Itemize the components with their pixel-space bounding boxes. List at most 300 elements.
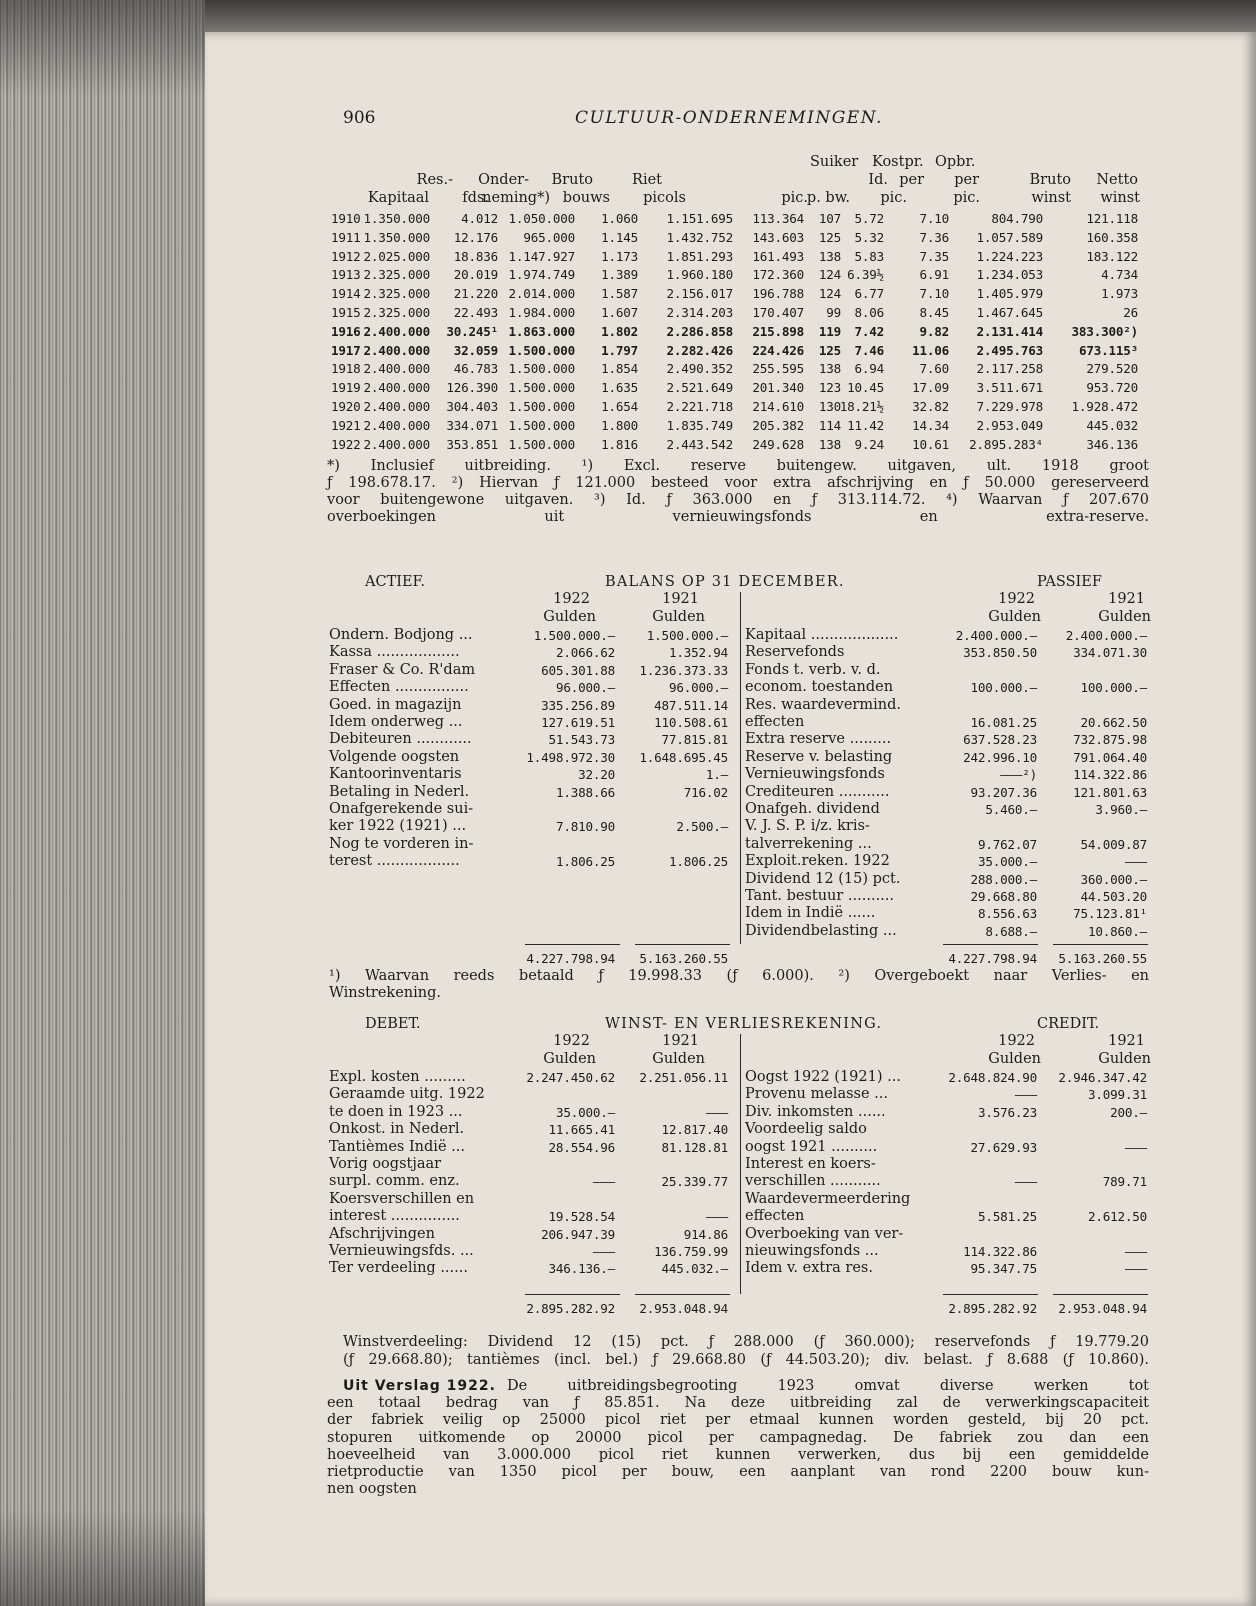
table-cell: 205.382	[752, 417, 804, 433]
table-cell: 7.60	[919, 361, 949, 377]
amount-1922: 51.543.73	[548, 732, 615, 748]
amount-1921: 487.511.14	[654, 697, 728, 713]
amount-1921: 1.806.25	[668, 854, 728, 870]
table-cell: 46.783	[453, 361, 498, 377]
column-header: per	[899, 172, 924, 188]
account-item: Reservefonds	[745, 644, 845, 661]
unit-header: Gulden	[652, 609, 705, 625]
table-cell: 1.500.000	[508, 342, 575, 358]
sum-rule	[943, 1294, 1038, 1295]
column-header: Bruto	[1029, 172, 1071, 188]
account-item: Reserve v. belasting	[745, 748, 893, 765]
footnote: voor buitengewone uitgaven. ³) Id. ƒ 363.000 en ƒ 313.114.72. ⁴) Waarvan ƒ 207.670	[327, 492, 1149, 508]
unit-header: Gulden	[1098, 609, 1151, 625]
report-line: een totaal bedrag van ƒ 85.851. Na deze uitbreiding zal de verwerkingscapaciteit	[327, 1395, 1149, 1412]
table-cell: 32.059	[453, 342, 498, 358]
account-item: Dividend 12 (15) pct.	[745, 870, 901, 887]
amount-1921: 25.339.77	[661, 1174, 728, 1190]
amount-1922: ———	[1014, 1174, 1037, 1190]
column-header: winst	[1031, 190, 1071, 206]
report-line: nen oogsten	[327, 1481, 417, 1498]
table-cell: 2.014.000	[508, 286, 575, 302]
account-item: Fraser & Co. R'dam	[329, 661, 476, 678]
row-year: 1914	[331, 286, 361, 302]
section-title: BALANS OP 31 DECEMBER.	[605, 574, 845, 590]
total-1921: 5.163.260.55	[1058, 951, 1147, 966]
table-cell: 196.788	[752, 286, 804, 302]
table-cell: 2.156.017	[666, 286, 733, 302]
table-cell: 143.603	[752, 229, 804, 245]
table-cell: 1.500.000	[508, 380, 575, 396]
table-cell: 123	[818, 380, 841, 396]
account-item: Exploit.reken. 1922	[745, 853, 890, 870]
table-cell: 7.10	[919, 286, 949, 302]
column-header: Opbr.	[935, 154, 976, 170]
table-cell: 249.628	[752, 436, 804, 452]
table-cell: 2.495.763	[976, 342, 1043, 358]
year-header: 1922	[998, 1033, 1035, 1049]
table-cell: 1.654	[601, 399, 638, 414]
account-item: oogst 1921 ..........	[745, 1138, 878, 1155]
sum-rule	[635, 944, 730, 945]
amount-1922: 29.668.80	[970, 889, 1037, 904]
account-item: Vorig oogstjaar	[329, 1156, 442, 1172]
account-item: Kapitaal ...................	[745, 627, 899, 643]
table-cell: 32.82	[912, 399, 949, 414]
amount-1922: 9.762.07	[977, 836, 1037, 852]
amount-1922: 127.619.51	[541, 715, 615, 730]
account-item: Res. waardevermind.	[745, 696, 901, 713]
account-item: Kantoorinventaris	[329, 766, 462, 783]
account-item: Debiteuren ............	[329, 731, 472, 748]
table-cell: 1.607	[601, 305, 638, 320]
year-header: 1921	[1108, 1033, 1145, 1049]
amount-1921: 360.000.—	[1080, 871, 1147, 887]
row-year: 1913	[331, 267, 361, 283]
row-year: 1916	[331, 323, 361, 339]
book-page	[205, 32, 1256, 1606]
account-item: Voordeelig saldo	[745, 1121, 867, 1138]
amount-1921: 75.123.81¹	[1073, 906, 1147, 922]
account-item: Interest en koers-	[745, 1156, 876, 1172]
row-year: 1912	[331, 248, 361, 264]
table-cell: 125	[818, 342, 841, 358]
table-cell: 1.863.000	[508, 323, 575, 339]
column-header: Onder-	[478, 172, 529, 188]
table-cell: 7.46	[854, 342, 884, 358]
amount-1921: 445.032.—	[661, 1261, 728, 1277]
table-cell: 1.145	[601, 229, 638, 245]
table-cell: 1.432.752	[666, 229, 733, 245]
table-cell: 2.400.000	[363, 417, 430, 433]
table-cell: 2.325.000	[363, 286, 430, 302]
table-cell: 12.176	[453, 229, 498, 245]
table-cell: 2.314.203	[666, 305, 733, 320]
account-item: Betaling in Nederl.	[329, 783, 470, 800]
amount-1921: 334.071.30	[1073, 645, 1147, 661]
table-cell: 1.973	[1101, 286, 1138, 302]
amount-1922: 19.528.54	[548, 1209, 615, 1225]
table-cell: 215.898	[752, 323, 804, 339]
amount-1921: ———	[1124, 1244, 1147, 1259]
account-item: Idem onderweg ...	[329, 714, 463, 730]
table-cell: 279.520	[1086, 361, 1138, 377]
account-item: Koersverschillen en	[329, 1190, 475, 1207]
table-cell: 2.400.000	[363, 323, 430, 339]
distribution-line: Winstverdeeling: Dividend 12 (15) pct. ƒ 288.000 (ƒ 360.000); reservefonds ƒ 19.779.20	[343, 1334, 1149, 1350]
account-item: Geraamde uitg. 1922	[329, 1086, 485, 1103]
account-item: interest ...............	[329, 1208, 460, 1225]
amount-1921: 121.801.63	[1073, 784, 1147, 800]
total-1922: 4.227.798.94	[526, 951, 615, 966]
amount-1922: 605.301.88	[541, 662, 615, 678]
table-cell: 2.286.858	[666, 323, 733, 339]
amount-1922: 114.322.86	[963, 1244, 1037, 1259]
table-cell: 4.012	[461, 211, 498, 226]
table-cell: 18.21½	[839, 399, 884, 414]
column-header: Kapitaal	[367, 190, 429, 206]
table-cell: 138	[818, 248, 841, 264]
amount-1922: 95.347.75	[970, 1261, 1037, 1277]
account-item: Dividendbelasting ...	[745, 922, 897, 939]
table-cell: 161.493	[752, 248, 804, 264]
table-cell: 2.117.258	[976, 361, 1043, 377]
year-header: 1921	[662, 1033, 699, 1049]
amount-1922: 206.947.39	[541, 1226, 615, 1242]
table-cell: 214.610	[752, 399, 804, 414]
amount-1921: 2.500.—	[676, 819, 728, 835]
amount-1922: ———	[1014, 1087, 1037, 1103]
total-1921: 2.953.048.94	[639, 1301, 728, 1316]
table-cell: 114	[818, 417, 841, 433]
column-header: Kostpr.	[872, 154, 924, 170]
table-cell: 304.403	[446, 399, 498, 414]
unit-header: Gulden	[988, 609, 1041, 625]
account-item: verschillen ...........	[745, 1173, 881, 1190]
amount-1921: 2.251.056.11	[639, 1070, 728, 1085]
table-cell: 1.802	[601, 323, 638, 339]
total-1922: 4.227.798.94	[948, 951, 1037, 966]
account-item: Afschrijvingen	[329, 1225, 435, 1242]
account-item: Waardevermeerdering	[745, 1190, 911, 1207]
account-item: Idem in Indië ......	[745, 905, 876, 922]
report-line: rietproductie van 1350 picol per bouw, een aanplant van rond 2200 bouw kun-	[327, 1464, 1149, 1480]
table-cell: 11.42	[847, 417, 884, 433]
unit-header: Gulden	[652, 1051, 705, 1067]
total-1922: 2.895.282.92	[526, 1301, 615, 1316]
table-cell: 126.390	[446, 380, 498, 396]
table-cell: 5.72	[854, 211, 884, 226]
total-1921: 5.163.260.55	[639, 951, 728, 966]
table-cell: 1.147.927	[508, 248, 575, 264]
column-header: Id.	[868, 172, 888, 188]
account-item: V. J. S. P. i/z. kris-	[745, 818, 870, 835]
account-item: Overboeking van ver-	[745, 1225, 904, 1242]
table-cell: 6.39½	[847, 267, 884, 283]
sum-rule	[525, 944, 620, 945]
table-cell: 224.426	[752, 342, 804, 358]
section-right-title: PASSIEF	[1037, 574, 1102, 590]
column-header: winst	[1100, 190, 1140, 206]
account-item: talverrekening ...	[745, 835, 872, 852]
amount-1921: 2.612.50	[1087, 1209, 1147, 1225]
table-cell: 170.407	[752, 305, 804, 320]
table-cell: 6.94	[854, 361, 884, 377]
amount-1921: ———	[1124, 1261, 1147, 1277]
amount-1921: 791.064.40	[1073, 749, 1147, 765]
unit-header: Gulden	[543, 609, 596, 625]
row-year: 1911	[331, 229, 361, 245]
account-item: Ter verdeeling ......	[329, 1260, 468, 1277]
table-cell: 1.500.000	[508, 417, 575, 433]
amount-1921: 54.009.87	[1080, 836, 1147, 852]
account-item: Extra reserve .........	[745, 731, 892, 748]
sum-rule	[943, 944, 1038, 945]
account-item: effecten	[745, 1208, 805, 1225]
table-cell: 17.09	[912, 380, 949, 396]
center-rule	[740, 1034, 741, 1294]
amount-1922: ———²)	[1000, 767, 1037, 783]
table-cell: 1.797	[601, 342, 638, 358]
amount-1921: 1.500.000.—	[646, 628, 728, 643]
account-item: Idem v. extra res.	[745, 1260, 873, 1277]
table-cell: 5.32	[854, 229, 884, 245]
table-cell: 1.816	[601, 436, 638, 452]
amount-1921: 136.759.99	[654, 1244, 728, 1259]
amount-1922: 288.000.—	[970, 871, 1037, 887]
table-cell: 8.45	[919, 305, 949, 320]
table-cell: 14.34	[912, 417, 949, 433]
amount-1922: 5.460.—	[985, 802, 1037, 817]
table-cell: 9.24	[854, 436, 884, 452]
row-year: 1917	[331, 342, 361, 358]
table-cell: 334.071	[446, 417, 498, 433]
amount-1921: 1.648.695.45	[639, 749, 728, 765]
table-cell: 1.854	[601, 361, 638, 377]
account-item: Onkost. in Nederl.	[329, 1121, 465, 1138]
table-cell: 1.500.000	[508, 399, 575, 414]
amount-1921: 200.—	[1110, 1104, 1147, 1120]
table-cell: 2.221.718	[666, 399, 733, 414]
amount-1921: 2.400.000.—	[1065, 628, 1147, 643]
sum-rule	[1053, 944, 1148, 945]
row-year: 1915	[331, 305, 361, 320]
table-cell: 2.025.000	[363, 248, 430, 264]
table-cell: 172.360	[752, 267, 804, 283]
amount-1922: 35.000.—	[977, 854, 1037, 870]
amount-1922: 35.000.—	[555, 1104, 615, 1120]
column-header: pic.	[880, 190, 907, 206]
table-cell: 255.595	[752, 361, 804, 377]
table-cell: 1.224.223	[976, 248, 1043, 264]
footnote: ƒ 198.678.17. ²) Hiervan ƒ 121.000 besteed voor extra afschrijving en ƒ 50.000 gereserveerd	[327, 475, 1149, 491]
amount-1922: 353.850.50	[963, 645, 1037, 661]
table-cell: 1.350.000	[363, 211, 430, 226]
amount-1922: 242.996.10	[963, 749, 1037, 765]
center-rule	[740, 592, 741, 944]
amount-1922: 2.648.824.90	[948, 1070, 1037, 1085]
account-item: te doen in 1923 ...	[329, 1103, 463, 1120]
column-header: picols	[643, 190, 686, 206]
amount-1921: 96.000.—	[668, 680, 728, 696]
amount-1921: 3.099.31	[1087, 1087, 1147, 1103]
table-cell: 2.400.000	[363, 380, 430, 396]
table-cell: 11.06	[912, 342, 949, 358]
amount-1921: 1.—	[705, 767, 728, 783]
table-cell: 7.229.978	[976, 399, 1043, 414]
amount-1922: 96.000.—	[555, 680, 615, 696]
account-item: Effecten ................	[329, 679, 469, 696]
amount-1921: 10.860.—	[1087, 923, 1147, 939]
amount-1921: ———	[1124, 1139, 1147, 1155]
amount-1922: 2.247.450.62	[526, 1070, 615, 1085]
amount-1921: 1.236.373.33	[639, 662, 728, 678]
report-heading: Uit Verslag 1922.	[343, 1378, 496, 1394]
table-cell: 1.835.749	[666, 417, 733, 433]
table-cell: 183.122	[1086, 248, 1138, 264]
table-cell: 7.10	[919, 211, 949, 226]
account-item: Onafgerekende sui-	[329, 801, 474, 817]
table-cell: 7.36	[919, 229, 949, 245]
amount-1922: 100.000.—	[970, 680, 1037, 696]
footnote: Winstrekening.	[329, 985, 441, 1001]
amount-1921: 100.000.—	[1080, 680, 1147, 696]
amount-1922: 8.556.63	[977, 906, 1037, 922]
table-cell: 1.800	[601, 417, 638, 433]
report-line: De uitbreidingsbegrooting 1923 omvat diverse werken tot	[507, 1378, 1149, 1394]
table-cell: 6.91	[919, 267, 949, 283]
table-cell: 4.734	[1101, 267, 1138, 283]
amount-1922: 32.20	[578, 767, 615, 783]
account-item: econom. toestanden	[745, 679, 894, 696]
account-item: effecten	[745, 714, 805, 730]
table-cell: 1.151.695	[666, 211, 733, 226]
table-cell: 2.400.000	[363, 399, 430, 414]
amount-1921: 732.875.98	[1073, 732, 1147, 748]
table-cell: 1.587	[601, 286, 638, 302]
table-cell: 346.136	[1086, 436, 1138, 452]
table-cell: 124	[818, 267, 841, 283]
account-item: terest ..................	[329, 853, 460, 870]
book-page-edges	[0, 0, 205, 1606]
amount-1922: 27.629.93	[970, 1139, 1037, 1155]
table-cell: 1.050.000	[508, 211, 575, 226]
unit-header: Gulden	[988, 1051, 1041, 1067]
footnote: ¹) Waarvan reeds betaald ƒ 19.998.33 (ƒ 6.000). ²) Overgeboekt naar Verlies- en	[329, 968, 1149, 984]
amount-1922: 1.500.000.—	[533, 628, 615, 643]
table-cell: 1.389	[601, 267, 638, 283]
table-cell: 125	[818, 229, 841, 245]
account-item: Oogst 1922 (1921) ...	[745, 1069, 901, 1085]
account-item: Kassa ..................	[329, 644, 460, 661]
table-cell: 10.61	[912, 436, 949, 452]
account-item: Tantièmes Indië ...	[329, 1138, 465, 1155]
amount-1922: 1.388.66	[555, 784, 615, 800]
column-header: Bruto	[551, 172, 593, 188]
amount-1921: 914.86	[683, 1226, 728, 1242]
account-item: Vernieuwingsfonds	[745, 766, 885, 783]
table-cell: 20.019	[453, 267, 498, 283]
table-cell: 124	[818, 286, 841, 302]
table-cell: 1.405.979	[976, 286, 1043, 302]
account-item: Provenu melasse ...	[745, 1086, 888, 1103]
distribution-line: (ƒ 29.668.80); tantièmes (incl. bel.) ƒ 29.668.80 (ƒ 44.503.20); div. belast. ƒ 8.688 (ƒ 10.860).	[343, 1351, 1149, 1368]
amount-1921: ———	[705, 1209, 728, 1225]
account-item: Expl. kosten .........	[329, 1069, 466, 1085]
table-cell: 1.173	[601, 248, 638, 264]
amount-1921: ———	[705, 1104, 728, 1120]
account-item: Fonds t. verb. v. d.	[745, 661, 881, 678]
amount-1922: 3.576.23	[977, 1104, 1037, 1120]
table-cell: 26	[1123, 305, 1138, 320]
year-header: 1922	[553, 591, 590, 607]
account-item: Onafgeh. dividend	[745, 801, 880, 817]
page-number: 906	[343, 108, 376, 128]
table-cell: 383.300²)	[1071, 323, 1138, 339]
table-cell: 2.325.000	[363, 267, 430, 283]
section-left-title: ACTIEF.	[365, 574, 425, 590]
amount-1921: 716.02	[683, 784, 728, 800]
table-cell: 1.234.053	[976, 267, 1043, 283]
table-cell: 804.790	[991, 211, 1043, 226]
amount-1921: 3.960.—	[1095, 802, 1147, 817]
amount-1922: 1.806.25	[555, 854, 615, 870]
column-header: Res.-	[416, 172, 453, 188]
table-cell: 30.245¹	[446, 323, 498, 339]
table-cell: 18.836	[453, 248, 498, 264]
amount-1922: ———	[592, 1174, 615, 1190]
table-cell: 121.118	[1086, 211, 1138, 226]
table-cell: 7.42	[854, 323, 884, 339]
table-cell: 2.325.000	[363, 305, 430, 320]
amount-1921: 114.322.86	[1073, 767, 1147, 783]
account-item: Div. inkomsten ......	[745, 1103, 886, 1120]
amount-1922: 28.554.96	[548, 1139, 615, 1155]
table-cell: 2.400.000	[363, 342, 430, 358]
amount-1921: 81.128.81	[661, 1139, 728, 1155]
table-cell: 1.500.000	[508, 436, 575, 452]
column-header: bouws	[562, 190, 610, 206]
amount-1922: 7.810.90	[555, 819, 615, 835]
table-cell: 130	[818, 399, 841, 414]
amount-1921: 2.946.347.42	[1058, 1070, 1147, 1085]
sum-rule	[635, 1294, 730, 1295]
table-cell: 107	[818, 211, 841, 226]
row-year: 1918	[331, 361, 361, 377]
amount-1922: 11.665.41	[548, 1122, 615, 1138]
table-cell: 119	[818, 323, 841, 339]
account-item: Tant. bestuur ..........	[745, 888, 895, 904]
amount-1921: 1.352.94	[668, 645, 728, 661]
table-cell: 5.83	[854, 248, 884, 264]
amount-1921: 12.817.40	[661, 1122, 728, 1138]
table-cell: 2.282.426	[666, 342, 733, 358]
amount-1922: 8.688.—	[985, 923, 1037, 939]
row-year: 1920	[331, 399, 361, 414]
column-header: neming*)	[482, 190, 550, 206]
sum-rule	[525, 1294, 620, 1295]
amount-1922: 2.066.62	[555, 645, 615, 661]
amount-1921: 789.71	[1102, 1174, 1147, 1190]
unit-header: Gulden	[543, 1051, 596, 1067]
column-header: p. bw.	[806, 190, 850, 206]
table-cell: 22.493	[453, 305, 498, 320]
amount-1921: ———	[1124, 854, 1147, 870]
column-header: Riet	[632, 172, 662, 188]
amount-1921: 20.662.50	[1080, 715, 1147, 730]
table-cell: 445.032	[1086, 417, 1138, 433]
table-cell: 1.635	[601, 380, 638, 396]
